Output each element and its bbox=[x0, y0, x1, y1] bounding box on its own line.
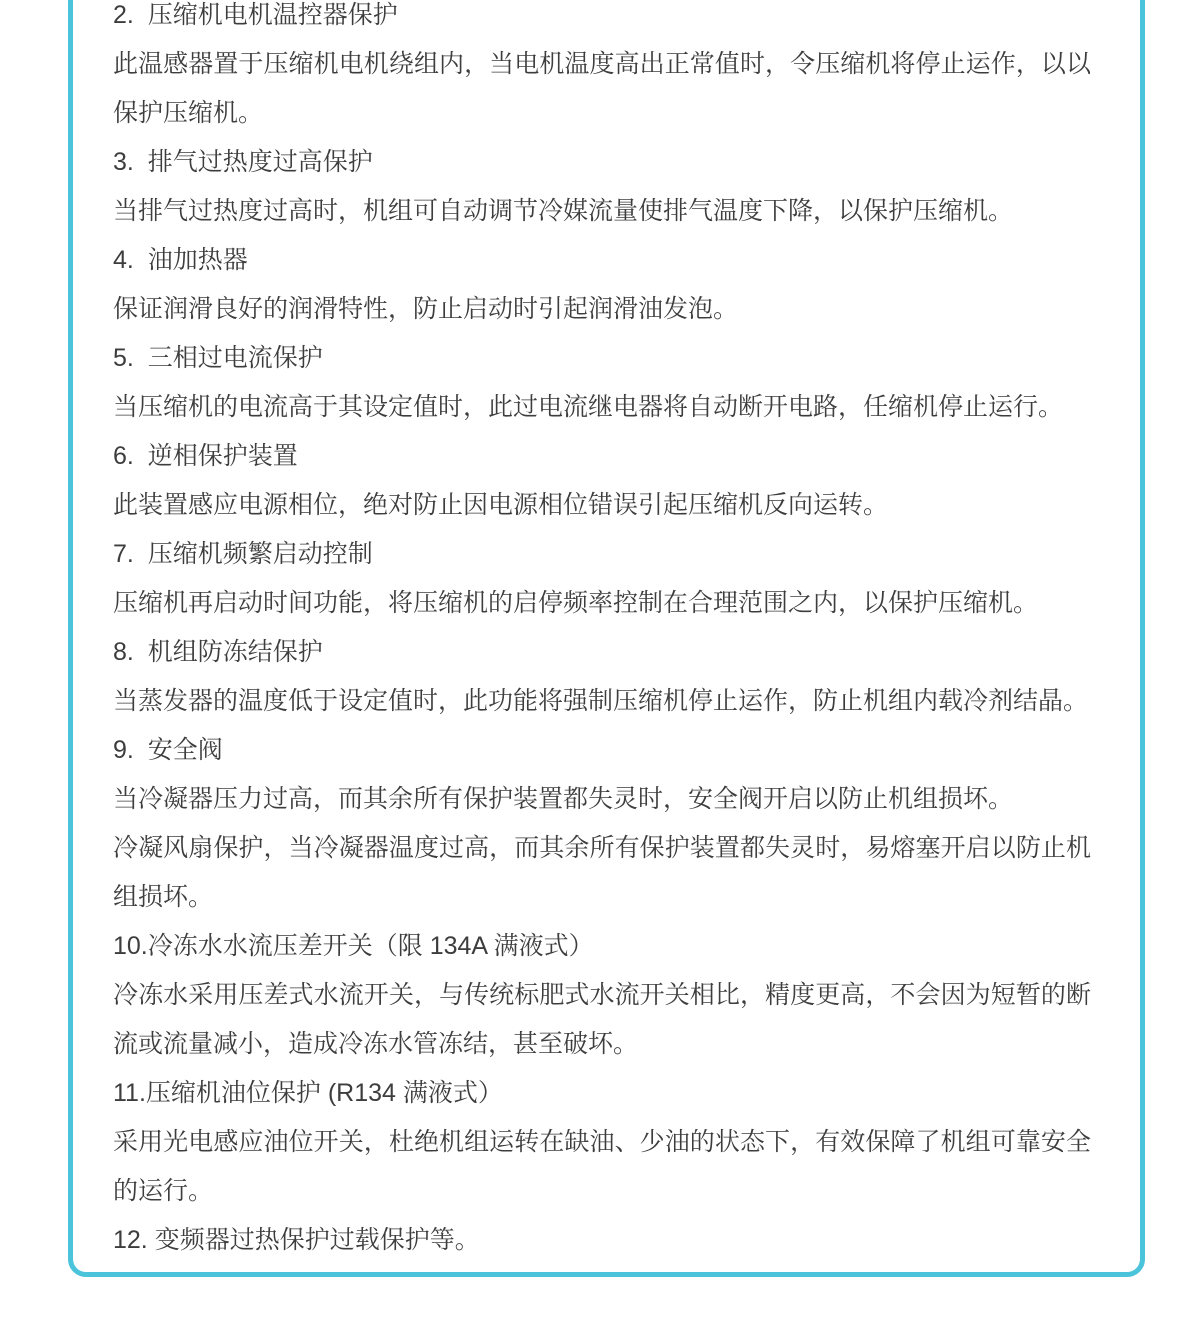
section-heading: 4. 油加热器 bbox=[113, 246, 248, 274]
section-heading: 9. 安全阀 bbox=[113, 736, 223, 764]
section-paragraph: 冷冻水采用压差式水流开关，与传统标肥式水流开关相比，精度更高，不会因为短暂的断流或流量减小，造成冷冻水管冻结，甚至破坏。 bbox=[113, 981, 1091, 1058]
section-heading: 5. 三相过电流保护 bbox=[113, 344, 323, 372]
document-body bbox=[73, 0, 1095, 1265]
section-paragraph: 当蒸发器的温度低于设定值时，此功能将强制压缩机停止运作，防止机组内载冷剂结晶。 bbox=[113, 687, 1089, 715]
section-paragraph: 当排气过热度过高时，机组可自动调节冷媒流量使排气温度下降，以保护压缩机。 bbox=[113, 197, 1014, 225]
section-paragraph: 当压缩机的电流高于其设定值时，此过电流继电器将自动断开电路，任缩机停止运行。 bbox=[113, 393, 1064, 421]
section-paragraph: 压缩机再启动时间功能，将压缩机的启停频率控制在合理范围之内，以保护压缩机。 bbox=[113, 589, 1039, 617]
section-paragraph: 当冷凝器压力过高，而其余所有保护装置都失灵时，安全阀开启以防止机组损坏。 bbox=[113, 785, 1014, 813]
section-heading: 11.压缩机油位保护 (R134 满液式） bbox=[113, 1079, 503, 1107]
section-paragraph: 保证润滑良好的润滑特性，防止启动时引起润滑油发泡。 bbox=[113, 295, 739, 323]
section-paragraph: 采用光电感应油位开关，杜绝机组运转在缺油、少油的状态下，有效保障了机组可靠安全的运行。 bbox=[113, 1128, 1091, 1205]
section-heading: 3. 排气过热度过高保护 bbox=[113, 148, 373, 176]
section-heading: 12. 变频器过热保护过载保护等。 bbox=[113, 1226, 480, 1254]
section-paragraph: 冷凝风扇保护，当冷凝器温度过高，而其余所有保护装置都失灵时，易熔塞开启以防止机组损坏。 bbox=[113, 834, 1091, 911]
section-heading: 6. 逆相保护装置 bbox=[113, 442, 298, 470]
section-heading: 10.冷冻水水流压差开关（限 134A 满液式） bbox=[113, 932, 594, 960]
section-heading: 8. 机组防冻结保护 bbox=[113, 638, 323, 666]
section-paragraph: 此装置感应电源相位，绝对防止因电源相位错误引起压缩机反向运转。 bbox=[113, 491, 889, 519]
bordered-content-card bbox=[68, 0, 1145, 1277]
section-heading: 7. 压缩机频繁启动控制 bbox=[113, 540, 373, 568]
section-paragraph: 此温感器置于压缩机电机绕组内，当电机温度高出正常值时，令压缩机将停止运作，以以保护压缩机。 bbox=[113, 50, 1091, 127]
section-heading: 2. 压缩机电机温控器保护 bbox=[113, 1, 398, 29]
